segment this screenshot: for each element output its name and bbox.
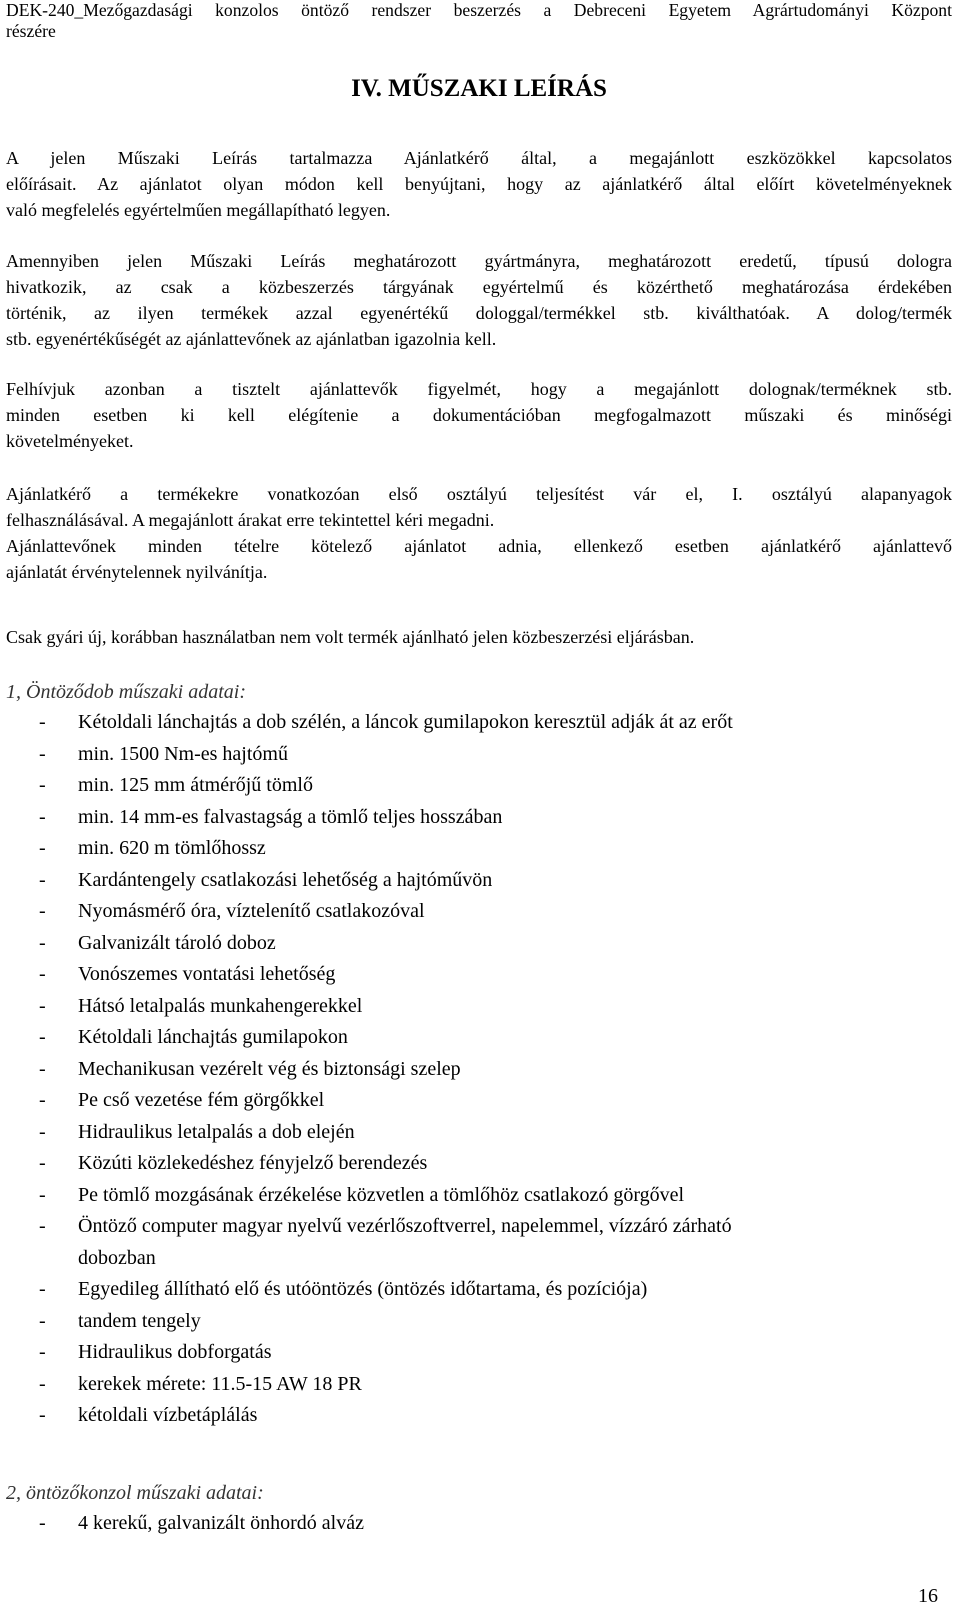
spec-list-item	[6, 865, 952, 897]
list-bullet-dash: -	[39, 900, 46, 922]
spec-item-text: Kétoldali lánchajtás gumilapokon	[78, 1026, 348, 1048]
paragraph-line: A jelen Műszaki Leírás tartalmazza Ajánlatkérő által, a megajánlott eszközökkel kapcsolatos	[6, 148, 952, 168]
list-bullet-dash: -	[39, 742, 46, 765]
list-bullet-dash: -	[39, 1341, 46, 1363]
spec-item-text: Hidraulikus dobforgatás	[78, 1341, 272, 1363]
list-bullet-dash: -	[39, 994, 46, 1017]
spec-list	[6, 707, 952, 1432]
spec-item-text: 4 kerekű, galvanizált önhordó alváz	[78, 1512, 364, 1534]
paragraph-line: hivatkozik, az csak a közbeszerzés tárgyának egyértelmű és közérthető meghatározása érdekében	[6, 277, 952, 297]
spec-item-text: Hidraulikus letalpalás a dob elején	[78, 1120, 355, 1143]
spec-list-item	[6, 739, 952, 771]
spec-item-text: Kétoldali lánchajtás a dob szélén, a láncok gumilapokon keresztül adják át az erőt	[78, 711, 733, 733]
header-line: DEK-240_Mezőgazdasági konzolos öntöző rendszer beszerzés a Debreceni Egyetem Agrártudományi Központ	[6, 0, 952, 20]
spec-item-text: Vonószemes vontatási lehetőség	[78, 963, 336, 985]
spec-item-text: Közúti közlekedéshez fényjelző berendezés	[78, 1152, 428, 1174]
spec-list-item	[6, 1337, 952, 1369]
spec-list-item	[6, 1117, 952, 1149]
spec-item-text: min. 620 m tömlőhossz	[78, 837, 266, 859]
paragraph-line: Amennyiben jelen Műszaki Leírás meghatározott gyártmányra, meghatározott eredetű, típusú dologra	[6, 251, 952, 271]
spec-list-item	[6, 770, 952, 802]
paragraph-line: való megfelelés egyértelműen megállapítható legyen.	[6, 200, 391, 220]
spec-list-item	[6, 1148, 952, 1180]
list-bullet-dash: -	[39, 1215, 46, 1237]
spec-item-text: Hátsó letalpalás munkahengerekkel	[78, 994, 363, 1017]
header-line: részére	[6, 21, 56, 41]
spec-list-item	[6, 1054, 952, 1086]
paragraph-line: Ajánlattevőnek minden tételre kötelező ajánlatot adnia, ellenkező esetben ajánlatkérő ajánlattevő	[6, 536, 952, 556]
paragraph-line: követelményeket.	[6, 431, 134, 451]
spec-list-item	[6, 1306, 952, 1338]
spec-list-item	[6, 833, 952, 865]
paragraph-attention	[6, 376, 952, 454]
paragraph-intro	[6, 145, 952, 223]
spec-list-item	[6, 1085, 952, 1117]
spec-item-text: kétoldali vízbetáplálás	[78, 1404, 258, 1426]
section-heading: IV. MŰSZAKI LEÍRÁS	[351, 75, 607, 102]
spec-list-item	[6, 707, 952, 739]
spec-item-text: tandem tengely	[78, 1309, 201, 1332]
document-header	[6, 0, 952, 42]
spec-list	[6, 1508, 952, 1540]
list-bullet-dash: -	[39, 1372, 46, 1395]
paragraph-line: minden esetben ki kell elégítenie a dokumentációban megfogalmazott műszaki és minőségi	[6, 405, 952, 425]
spec-list-item	[6, 1508, 952, 1540]
spec-item-text: Egyedileg állítható elő és utóöntözés (öntözés időtartama, és pozíciója)	[78, 1278, 648, 1300]
list-bullet-dash: -	[39, 711, 46, 733]
list-bullet-dash: -	[39, 1404, 46, 1426]
list-bullet-dash: -	[39, 1120, 46, 1143]
spec-section-title: 1, Öntöződob műszaki adatai:	[6, 681, 246, 703]
spec-list-item	[6, 1180, 952, 1212]
spec-item-text: kerekek mérete: 11.5-15 AW 18 PR	[78, 1372, 362, 1395]
paragraph-line: előírásait. Az ajánlatot olyan módon kell benyújtani, hogy az ajánlatkérő által előírt követelményeknek	[6, 174, 952, 194]
spec-list-item	[6, 1211, 952, 1274]
spec-list-item	[6, 1369, 952, 1401]
list-bullet-dash: -	[39, 1057, 46, 1080]
spec-item-text: Kardántengely csatlakozási lehetőség a hajtóművön	[78, 868, 493, 891]
spec-item-text: Pe cső vezetése fém görgőkkel	[78, 1089, 325, 1111]
list-bullet-dash: -	[39, 774, 46, 796]
list-bullet-dash: -	[39, 1309, 46, 1332]
spec-item-text: min. 14 mm-es falvastagság a tömlő teljes hosszában	[78, 805, 503, 828]
list-bullet-dash: -	[39, 1026, 46, 1048]
spec-item-text: Öntöző computer magyar nyelvű vezérlőszoftverrel, napelemmel, vízzáró zárható dobozban	[78, 1215, 732, 1269]
paragraph-new-only	[6, 624, 952, 650]
spec-list-item	[6, 991, 952, 1023]
spec-list-item	[6, 959, 952, 991]
list-bullet-dash: -	[39, 868, 46, 891]
list-bullet-dash: -	[39, 1089, 46, 1111]
paragraph-line: Csak gyári új, korábban használatban nem volt termék ajánlható jelen közbeszerzési eljárásban.	[6, 627, 695, 647]
list-bullet-dash: -	[39, 1278, 46, 1300]
spec-item-text: Galvanizált tároló doboz	[78, 931, 276, 954]
paragraph-equivalence	[6, 248, 952, 352]
spec-item-text: min. 125 mm átmérőjű tömlő	[78, 774, 313, 796]
spec-item-text: Mechanikusan vezérelt vég és biztonsági szelep	[78, 1057, 461, 1080]
page-number: 16	[918, 1585, 938, 1607]
paragraph-line: felhasználásával. A megajánlott árakat erre tekintettel kéri megadni.	[6, 510, 495, 530]
list-bullet-dash: -	[39, 805, 46, 828]
spec-list-item	[6, 1400, 952, 1432]
list-bullet-dash: -	[39, 963, 46, 985]
spec-item-text: min. 1500 Nm-es hajtómű	[78, 742, 288, 765]
spec-list-item	[6, 928, 952, 960]
paragraph-line: stb. egyenértékűségét az ajánlattevőnek az ajánlatban igazolnia kell.	[6, 329, 497, 349]
spec-list-item	[6, 1022, 952, 1054]
list-bullet-dash: -	[39, 1183, 46, 1206]
list-bullet-dash: -	[39, 837, 46, 859]
spec-list-item	[6, 802, 952, 834]
paragraph-line: ajánlatát érvénytelennek nyilvánítja.	[6, 562, 268, 582]
list-bullet-dash: -	[39, 1152, 46, 1174]
spec-item-text: Nyomásmérő óra, víztelenítő csatlakozóval	[78, 900, 425, 922]
spec-list-item	[6, 896, 952, 928]
document-page	[6, 0, 952, 1613]
paragraph-line: történik, az ilyen termékek azzal egyenértékű dologgal/termékkel stb. kiválthatóak. A dolog/termék	[6, 303, 952, 323]
spec-item-text: Pe tömlő mozgásának érzékelése közvetlen a tömlőhöz csatlakozó görgővel	[78, 1183, 685, 1206]
spec-list-item	[6, 1274, 952, 1306]
paragraph-line: Felhívjuk azonban a tisztelt ajánlattevők figyelmét, hogy a megajánlott dolognak/terméknek stb.	[6, 379, 952, 399]
paragraph-line: Ajánlatkérő a termékekre vonatkozóan első osztályú teljesítést vár el, I. osztályú alapanyagok	[6, 484, 952, 504]
list-bullet-dash: -	[39, 1512, 46, 1534]
list-bullet-dash: -	[39, 931, 46, 954]
paragraph-quality	[6, 481, 952, 585]
spec-section-title: 2, öntözőkonzol műszaki adatai:	[6, 1482, 264, 1504]
